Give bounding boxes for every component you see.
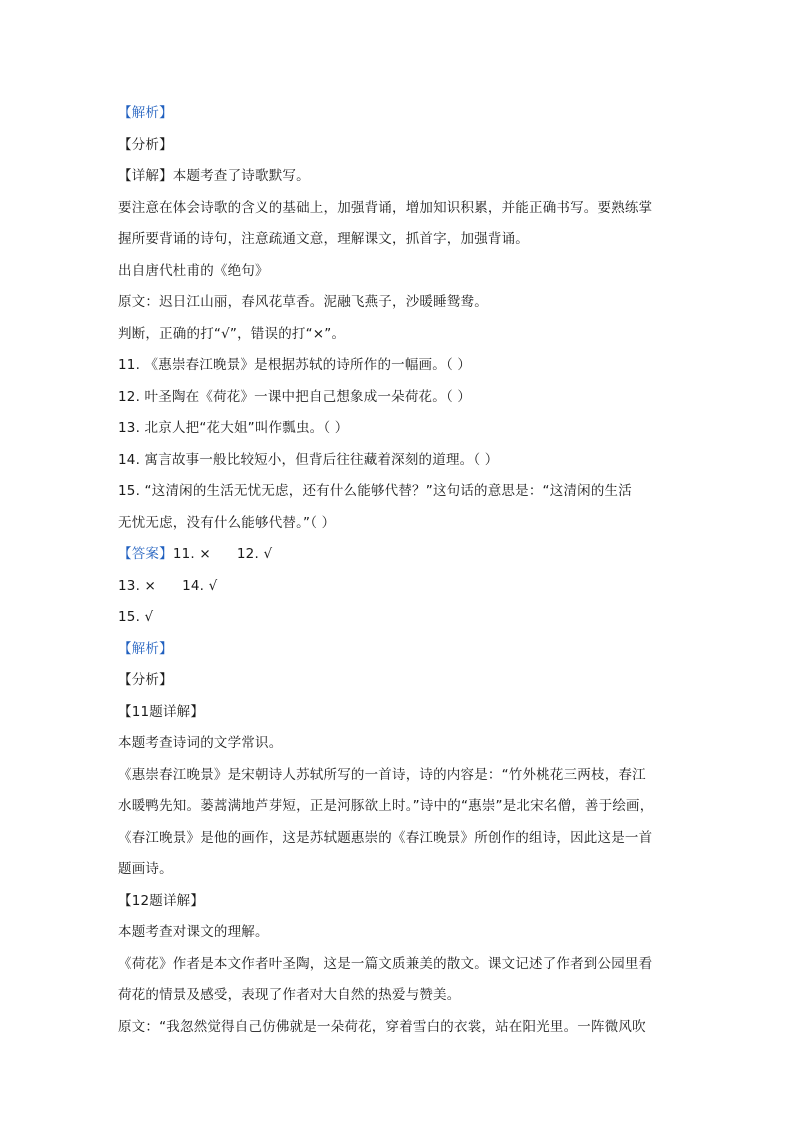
line-text: 《惠崇春江晚景》是宋朝诗人苏轼所写的一首诗，诗的内容是：“竹外桃花三两枝，春江 — [118, 766, 646, 783]
line-text: 【11题详解】 — [118, 703, 205, 720]
text-line — [118, 226, 698, 258]
line-text: 荷花的情景及感受，表现了作者对大自然的热爱与赞美。 — [118, 987, 461, 1003]
text-line — [118, 919, 698, 951]
line-text: 本题考查诗词的文学常识。 — [118, 735, 283, 751]
text-line — [118, 856, 698, 888]
line-text: 11. 《惠崇春江晚景》是根据苏轼的诗所作的一幅画。（ ） — [118, 357, 472, 373]
text-line — [118, 163, 698, 195]
answer-text: 14. √ — [182, 577, 218, 594]
line-text: 出自唐代杜甫的《绝句》 — [118, 262, 269, 279]
answer-line — [118, 573, 698, 605]
text-line — [118, 636, 698, 668]
text-line — [118, 289, 698, 321]
line-text: 12. 叶圣陶在《荷花》一课中把自己想象成一朵荷花。（ ） — [118, 388, 472, 405]
text-line — [118, 510, 698, 542]
line-text: 【详解】本题考查了诗歌默写。 — [118, 168, 310, 184]
text-line — [118, 321, 698, 353]
text-line — [118, 667, 698, 699]
text-line — [118, 699, 698, 731]
line-text: 握所要背诵的诗句，注意疏通文意，理解课文，抓首字，加强背诵。 — [118, 231, 529, 247]
text-line — [118, 195, 698, 227]
answer-line — [118, 604, 698, 636]
line-text: 无忧无虑，没有什么能够代替。”（ ） — [118, 514, 336, 531]
line-text: 【12题详解】 — [118, 892, 205, 909]
document-page — [118, 100, 698, 1045]
answer-text: 13. × — [118, 577, 157, 594]
text-line — [118, 258, 698, 290]
line-text: 要注意在体会诗歌的含义的基础上，加强背诵，增加知识积累，并能正确书写。要熟练掌 — [118, 199, 653, 216]
text-line — [118, 730, 698, 762]
line-text: 原文：迟日江山丽，春风花草香。泥融飞燕子，沙暖睡鸳鸯。 — [118, 294, 488, 310]
line-text: 本题考查对课文的理解。 — [118, 924, 269, 940]
question-14 — [118, 447, 698, 479]
line-text: 【分析】 — [118, 672, 173, 688]
text-line — [118, 888, 698, 920]
answer-text: 12. √ — [236, 546, 273, 562]
text-line — [118, 1014, 698, 1046]
answer-text: 11. × — [172, 546, 211, 562]
question-12 — [118, 384, 698, 416]
text-line — [118, 982, 698, 1014]
line-text: 15. “这清闲的生活无忧无虑，还有什么能够代替？”这句话的意思是：“这清闲的生活 — [118, 483, 632, 499]
line-text: 原文：“我忽然觉得自己仿佛就是一朵荷花，穿着雪白的衣裳，站在阳光里。一阵微风吹 — [118, 1018, 646, 1035]
line-text: 水暖鸭先知。蒌蒿满地芦芽短，正是河豚欲上时。”诗中的“惠崇”是北宋名僧，善于绘画， — [118, 798, 654, 814]
line-text: 【分析】 — [118, 136, 173, 153]
line-text: 《春江晚景》是他的画作，这是苏轼题惠崇的《春江晚景》所创作的组诗，因此这是一首 — [118, 829, 653, 846]
text-line — [118, 762, 698, 794]
line-text: 14. 寓言故事一般比较短小，但背后往往藏着深刻的道理。（ ） — [118, 451, 499, 468]
line-text: 判断，正确的打“√”，错误的打“×”。 — [118, 325, 346, 342]
line-text: 《荷花》作者是本文作者叶圣陶，这是一篇文质兼美的散文。课文记述了作者到公园里看 — [118, 955, 653, 972]
question-13 — [118, 415, 698, 447]
question-11 — [118, 352, 698, 384]
section-tag: 【解析】 — [118, 105, 173, 121]
line-text: 题画诗。 — [118, 861, 173, 877]
text-line — [118, 100, 698, 132]
text-line — [118, 132, 698, 164]
question-15 — [118, 478, 698, 510]
text-line — [118, 951, 698, 983]
section-tag: 【解析】 — [118, 640, 173, 657]
text-line — [118, 825, 698, 857]
section-tag: 【答案】 — [118, 546, 173, 562]
answer-text: 15. √ — [118, 609, 154, 625]
text-line — [118, 793, 698, 825]
answer-line — [118, 541, 698, 573]
line-text: 13. 北京人把“花大姐”叫作瓢虫。（ ） — [118, 420, 349, 436]
